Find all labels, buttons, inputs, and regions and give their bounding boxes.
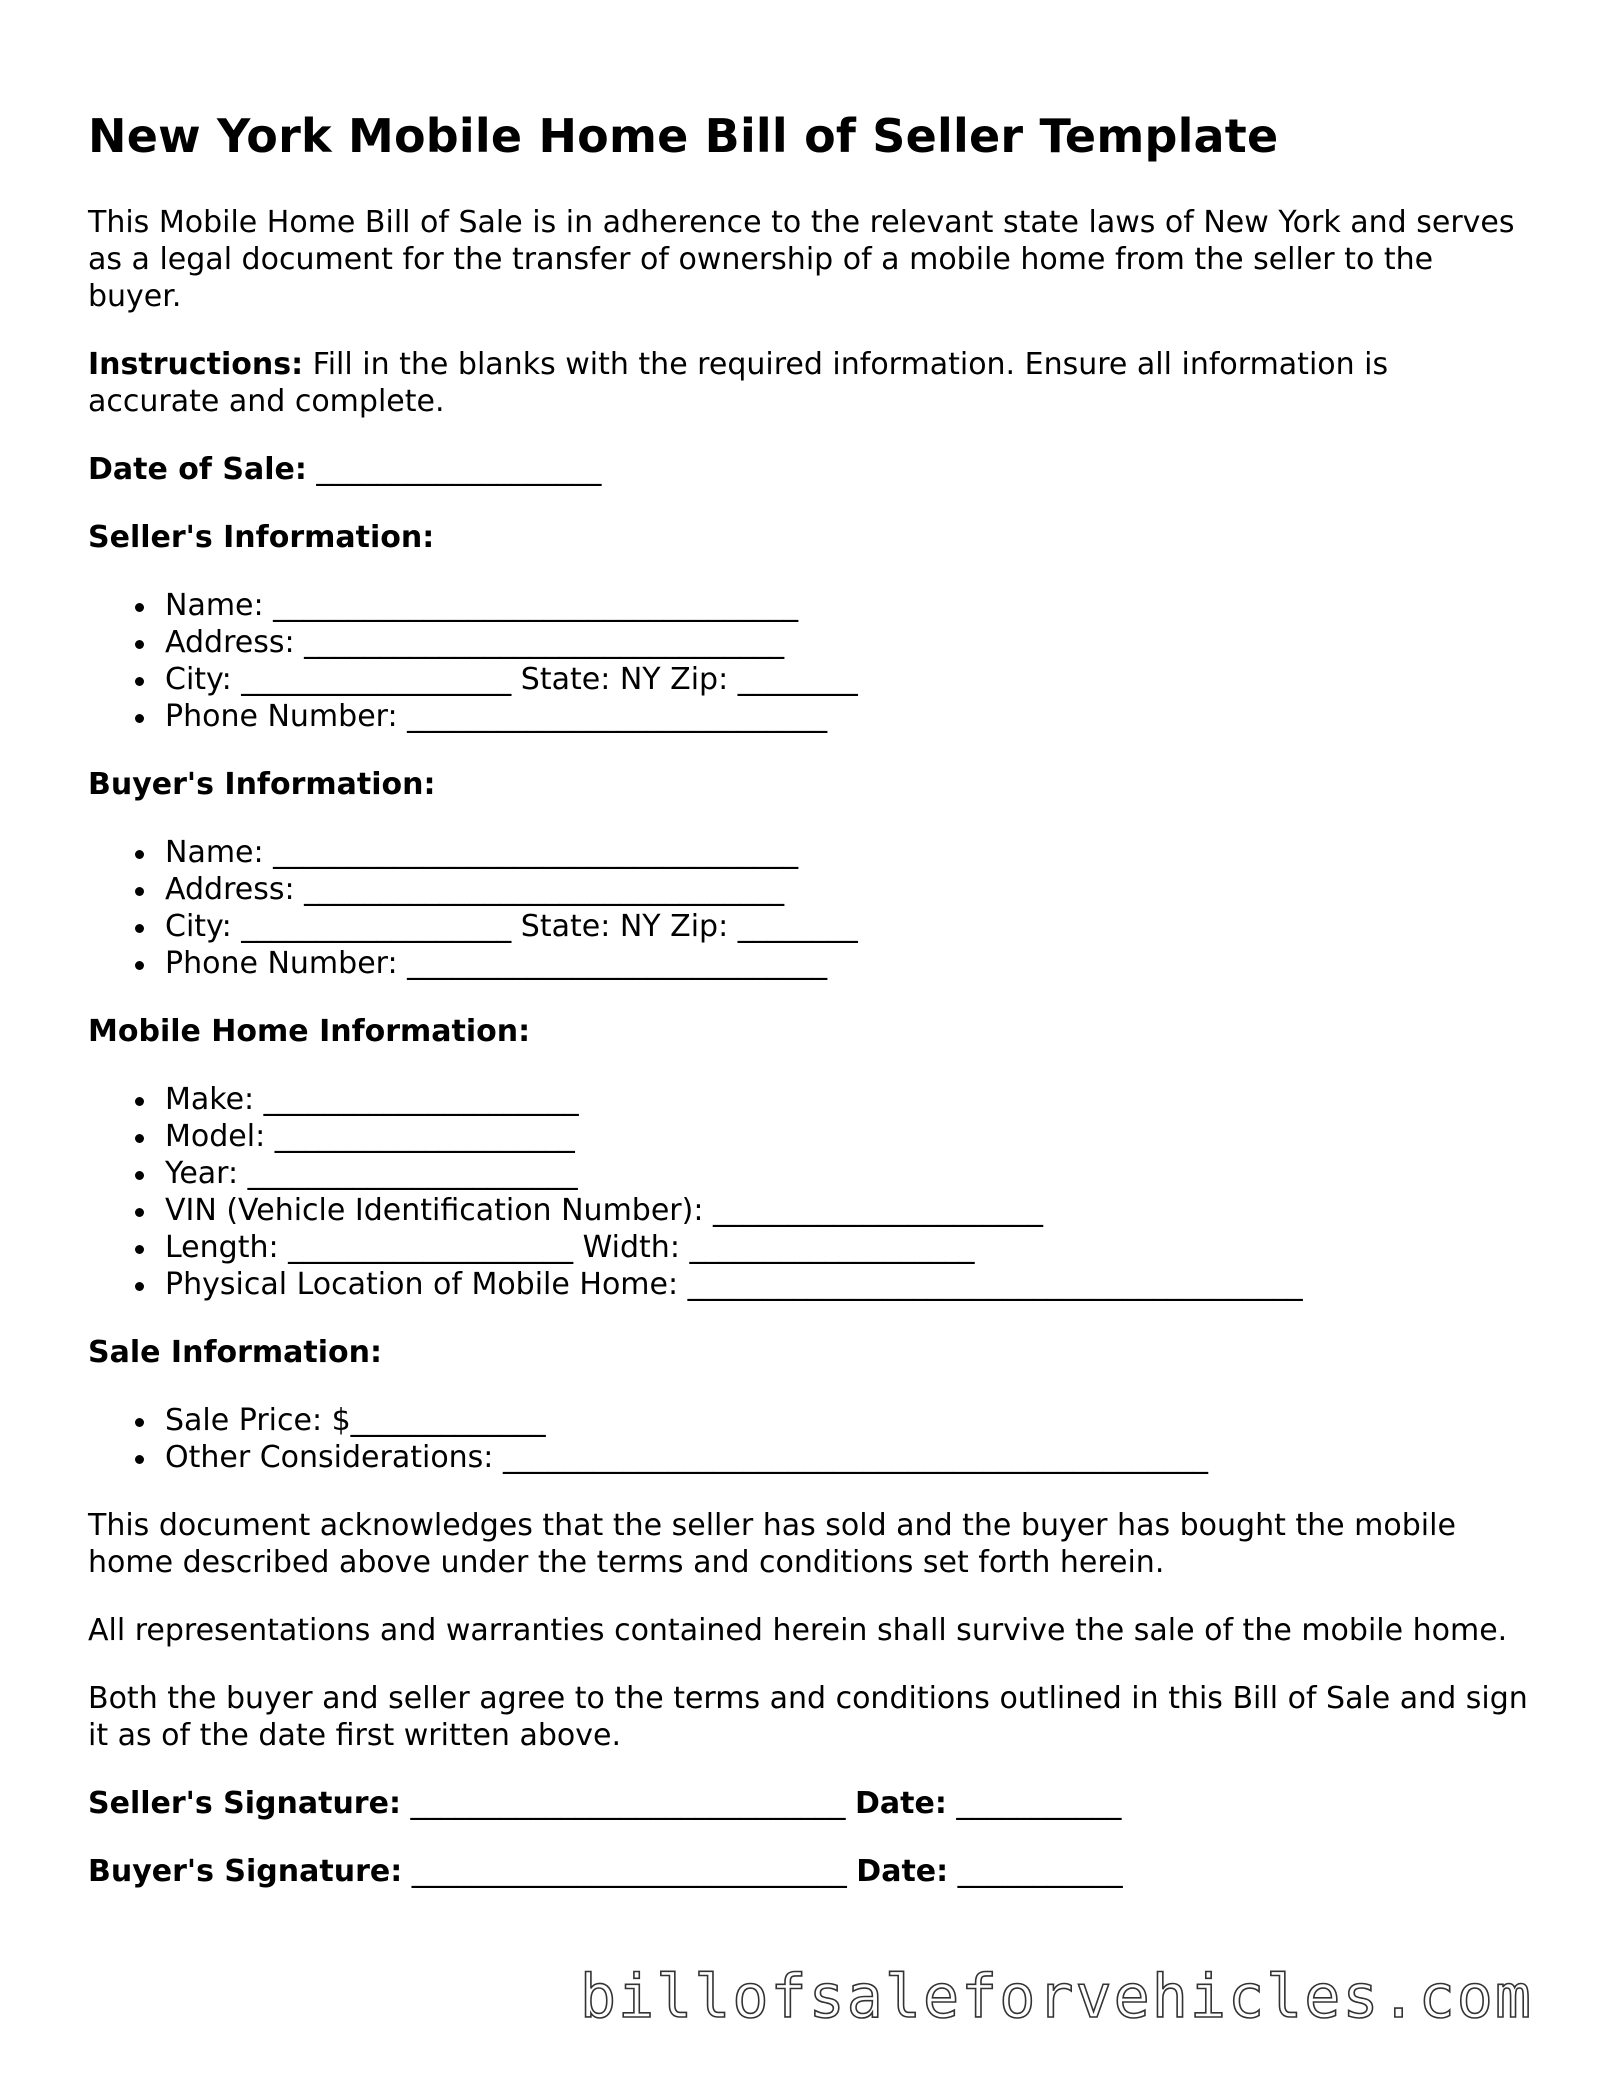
seller-name-field: Name: ___________________________________	[165, 587, 1528, 624]
seller-address-field: Address: ________________________________	[165, 624, 1528, 661]
seller-signature-line	[88, 1785, 1528, 1822]
agreement-paragraph: Both the buyer and seller agree to the terms and conditions outlined in this Bill of Sale and sign it as of the date first written above.	[88, 1681, 1528, 1753]
buyer-signature-date-blank: ___________	[948, 1854, 1123, 1889]
date-of-sale-blank: ___________________	[306, 452, 602, 487]
seller-signature-label: Seller's Signature:	[88, 1786, 401, 1821]
seller-signature-date-blank: ___________	[946, 1786, 1122, 1821]
seller-signature-date-label: Date:	[855, 1786, 947, 1821]
mobile-home-info-heading: Mobile Home Information:	[88, 1014, 531, 1049]
mobile-home-info-list	[88, 1081, 1528, 1303]
document-page	[88, 108, 1528, 1921]
buyer-phone-field: Phone Number: ____________________________	[165, 945, 1528, 982]
seller-signature-blank: _____________________________	[400, 1786, 856, 1821]
intro-paragraph: This Mobile Home Bill of Sale is in adherence to the relevant state laws of New York and serves as a legal document for the transfer of ownership of a mobile home from the seller to the buyer.	[88, 205, 1515, 314]
mobile-home-model-field: Model: ____________________	[165, 1118, 1528, 1155]
seller-phone-field: Phone Number: ____________________________	[165, 698, 1528, 735]
mobile-home-year-field: Year: ______________________	[165, 1155, 1528, 1192]
buyer-address-field: Address: ________________________________	[165, 871, 1528, 908]
instructions-label: Instructions:	[88, 347, 304, 382]
mobile-home-make-field: Make: _____________________	[165, 1081, 1528, 1118]
date-of-sale-field	[88, 451, 1528, 488]
buyer-signature-date-label: Date:	[856, 1854, 949, 1889]
seller-city-state-zip-field: City: __________________ State: NY Zip: ________	[165, 661, 1528, 698]
warranty-paragraph: All representations and warranties contained herein shall survive the sale of the mobile home.	[88, 1613, 1508, 1648]
sale-price-field: Sale Price: $_____________	[165, 1402, 1528, 1439]
mobile-home-vin-field: VIN (Vehicle Identification Number): ______________________	[165, 1192, 1528, 1229]
instructions-text: Fill in the blanks with the required information. Ensure all information is accurate and complete.	[88, 347, 1389, 419]
sale-info-heading: Sale Information:	[88, 1335, 382, 1370]
seller-info-heading: Seller's Information:	[88, 520, 435, 555]
buyer-signature-line	[88, 1853, 1528, 1890]
mobile-home-location-field: Physical Location of Mobile Home: _________________________________________	[165, 1266, 1528, 1303]
date-of-sale-label: Date of Sale:	[88, 452, 307, 487]
document-title: New York Mobile Home Bill of Seller Template	[88, 109, 1279, 163]
buyer-signature-label: Buyer's Signature:	[88, 1854, 403, 1889]
mobile-home-length-width-field: Length: ___________________ Width: ___________________	[165, 1229, 1528, 1266]
buyer-name-field: Name: ___________________________________	[165, 834, 1528, 871]
site-watermark: billofsaleforvehicles.com	[579, 1962, 1533, 2032]
acknowledgement-paragraph: This document acknowledges that the seller has sold and the buyer has bought the mobile home described above under the terms and conditions set forth herein.	[88, 1508, 1456, 1580]
buyer-city-state-zip-field: City: __________________ State: NY Zip: ________	[165, 908, 1528, 945]
instructions-paragraph	[88, 346, 1528, 420]
buyer-info-list	[88, 834, 1528, 982]
seller-info-list	[88, 587, 1528, 735]
other-considerations-field: Other Considerations: _______________________________________________	[165, 1439, 1528, 1476]
buyer-signature-blank: _____________________________	[402, 1854, 857, 1889]
buyer-info-heading: Buyer's Information:	[88, 767, 436, 802]
sale-info-list	[88, 1402, 1528, 1476]
